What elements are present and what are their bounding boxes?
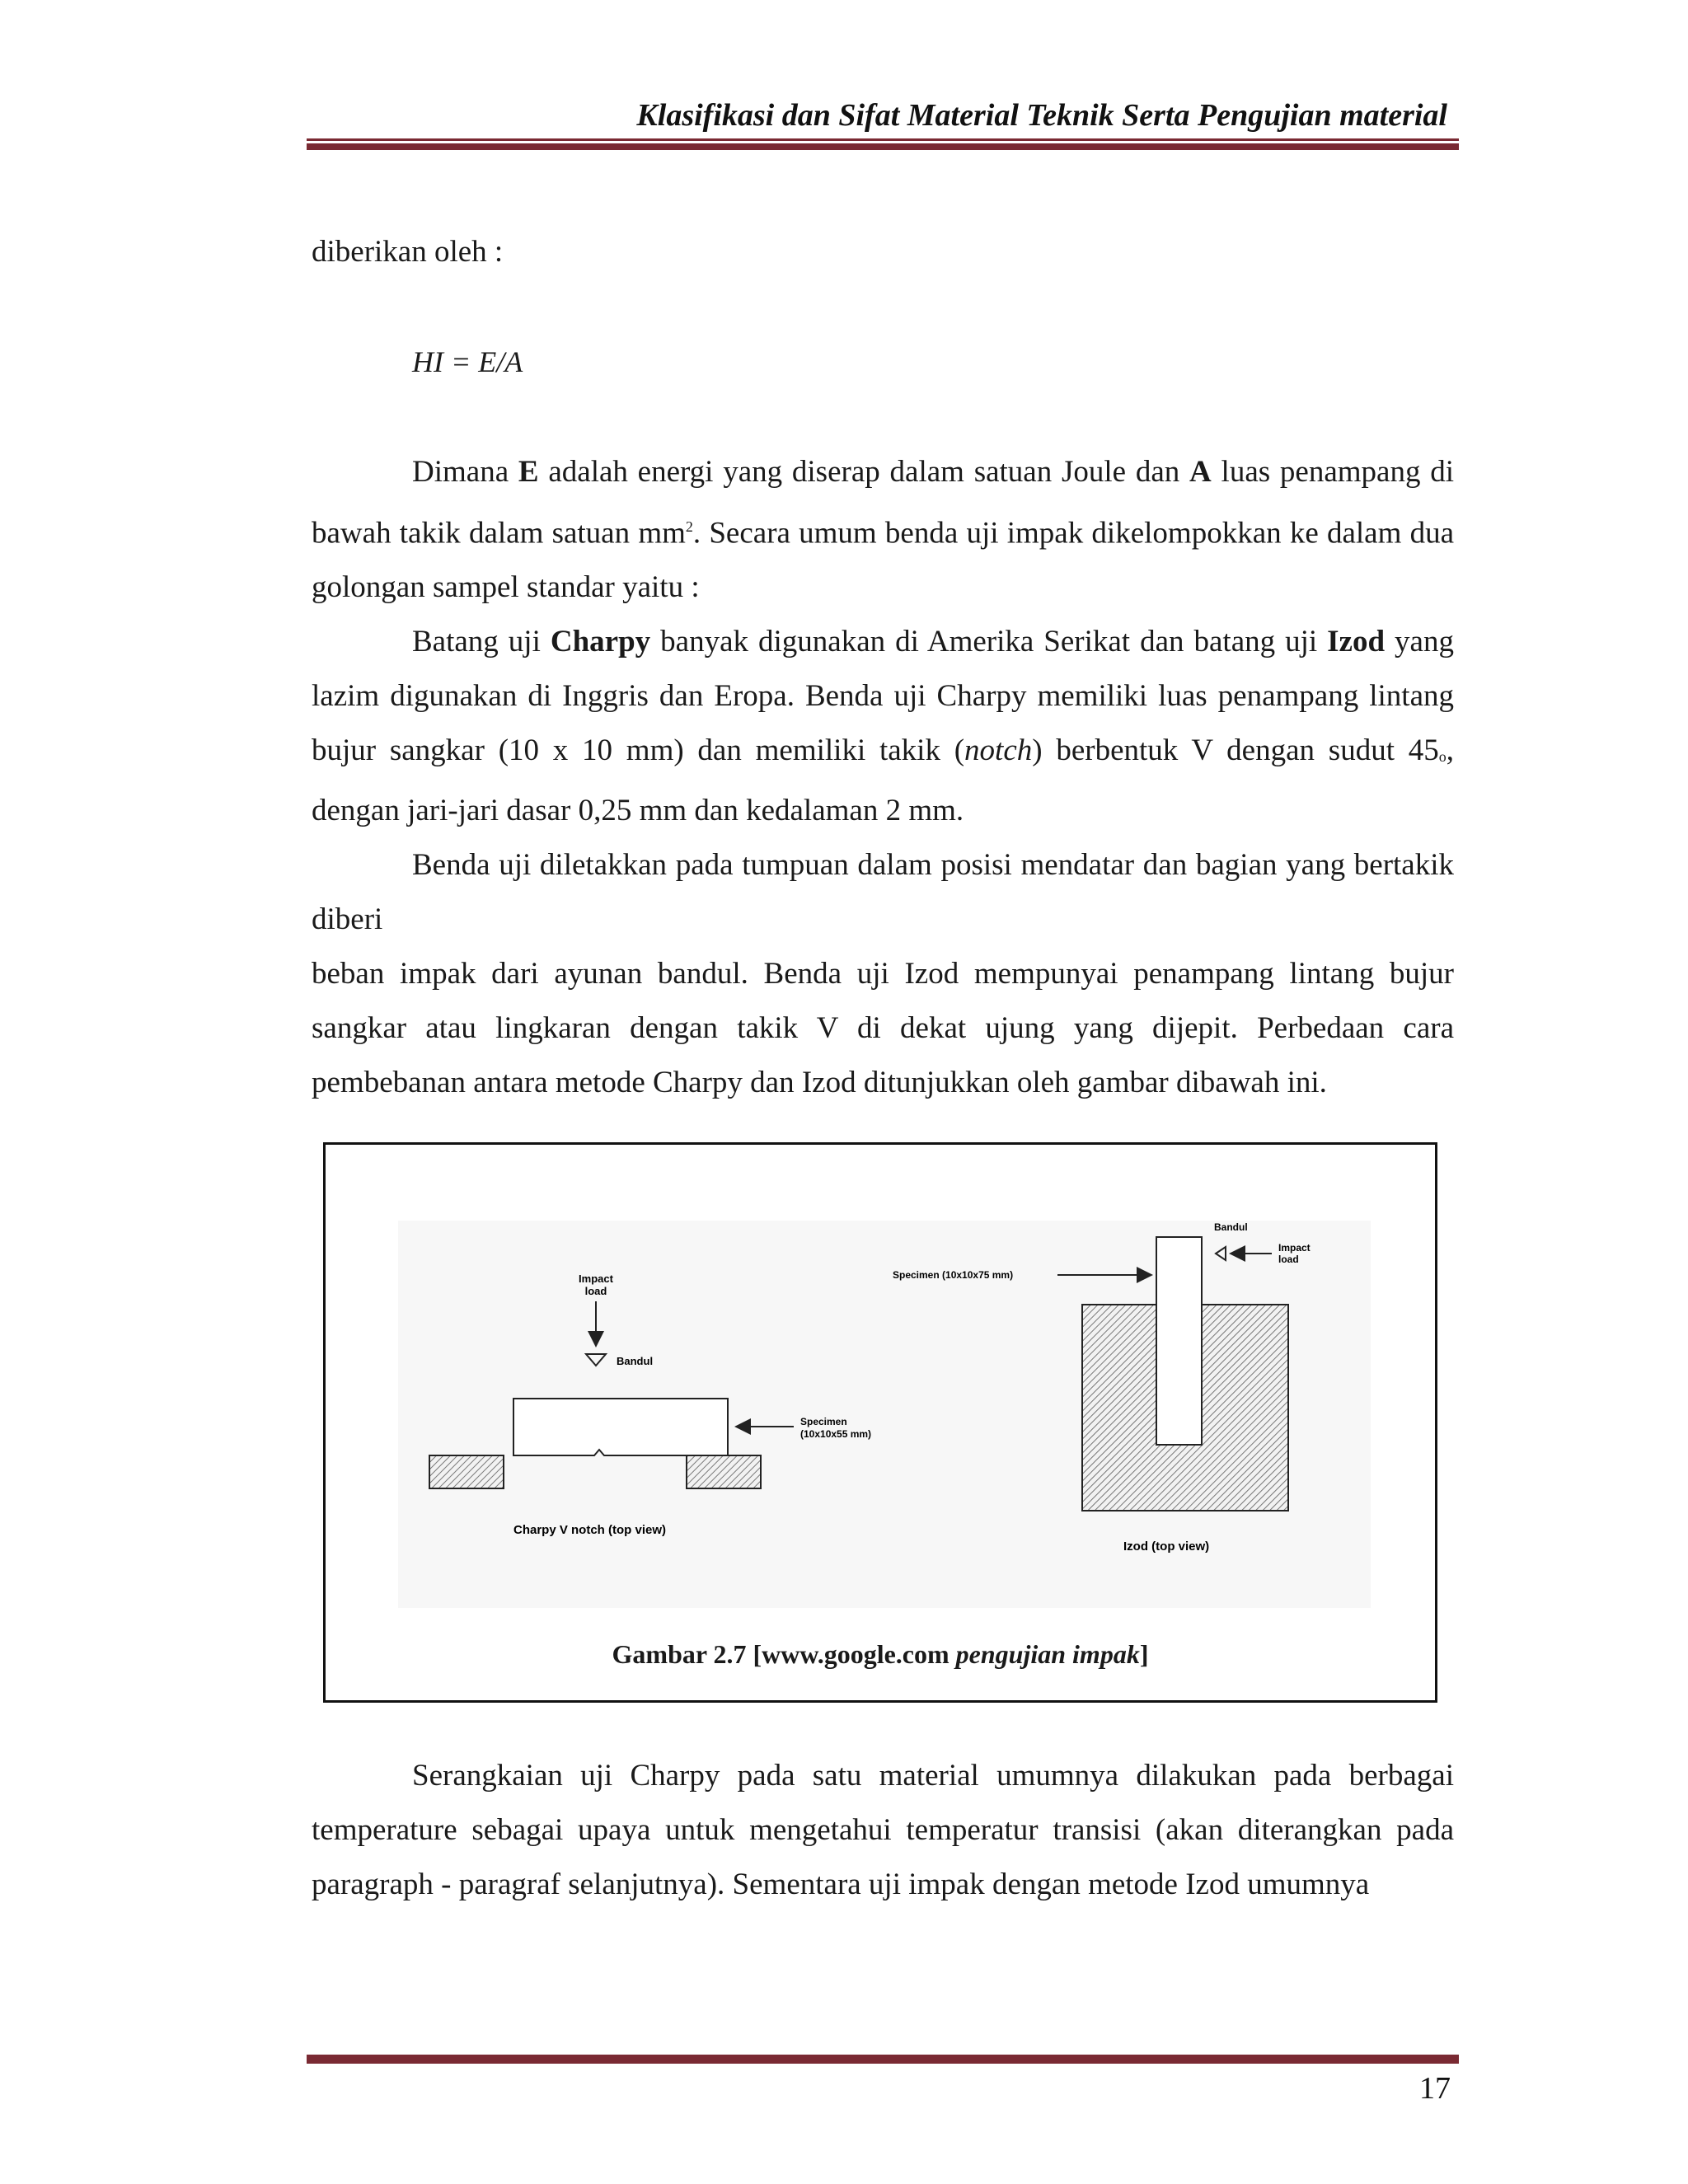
charpy-specimen-label-1: Specimen (800, 1416, 847, 1427)
figure-diagram-area (398, 1221, 1371, 1608)
formula: HI = E/A (412, 345, 523, 378)
page-number: 17 (1419, 2071, 1451, 2106)
izod-specimen-label: Specimen (10x10x75 mm) (893, 1269, 1014, 1281)
charpy-impact-label-2: load (584, 1285, 607, 1297)
charpy-diagram (429, 1272, 871, 1537)
charpy-specimen-label-2: (10x10x55 mm) (800, 1428, 872, 1440)
charpy-specimen (513, 1399, 728, 1455)
footer-rule (307, 2052, 1459, 2064)
izod-specimen (1156, 1237, 1202, 1445)
paragraph-4: Serangkaian uji Charpy pada satu material umumnya dilakukan pada berbagai temperature sebagai upaya untuk mengetahui temperatur transisi (akan diterangkan pada paragraph - paragraf selanjutnya). Sementara uji impak dengan metode Izod umumnya (312, 1759, 1454, 1901)
charpy-impact-label-1: Impact (579, 1272, 613, 1285)
header-title: Klasifikasi dan Sifat Material Teknik Serta Pengujian material (636, 98, 1447, 133)
paragraph-2: Batang uji Charpy banyak digunakan di Amerika Serikat dan batang uji Izod yang lazim digunakan di Inggris dan Eropa. Benda uji Charpy memiliki luas penampang lintang bujur sangkar (10 x 10 mm) dan memiliki takik (notch) berbentuk V dengan sudut $45_o$, dengan jari-jari dasar 0,25 mm dan kedalaman 2 mm. (312, 625, 1454, 828)
charpy-support-left (429, 1455, 504, 1488)
body-text-upper (312, 445, 1454, 1110)
paragraph-1: Dimana E adalah energi yang diserap dalam satuan Joule dan A luas penampang di bawah takik dalam satuan $mm^2$. Secara umum benda uji impak dikelompokkan ke dalam dua golongan sampel standar yaitu : (312, 455, 1455, 605)
charpy-support-right (687, 1455, 761, 1488)
figure-box (323, 1142, 1437, 1703)
izod-impact-label-2: load (1278, 1254, 1299, 1265)
izod-caption: Izod (top view) (1123, 1540, 1210, 1554)
charpy-bandul-icon (586, 1354, 606, 1366)
izod-bandul-icon (1216, 1247, 1226, 1260)
figure-caption: Gambar 2.7 [www.google.com pengujian impak] (612, 1639, 1149, 1669)
lead-text: diberikan oleh : (312, 235, 504, 269)
header-rule (307, 138, 1459, 150)
paragraph-3a: Benda uji diletakkan pada tumpuan dalam posisi mendatar dan bagian yang bertakik diberi (312, 848, 1454, 937)
izod-bandul-label: Bandul (1214, 1221, 1248, 1233)
paragraph-3b: beban impak dari ayunan bandul. Benda uji Izod mempunyai penampang lintang bujur sangkar atau lingkaran dengan takik V di dekat ujung yang dijepit. Perbedaan cara pembebanan antara metode Charpy dan Izod ditunjukkan oleh gambar dibawah ini. (312, 957, 1454, 1100)
body-text-lower (312, 1749, 1454, 1912)
izod-diagram (893, 1221, 1311, 1554)
charpy-caption: Charpy V notch (top view) (513, 1523, 667, 1537)
impact-test-diagram (398, 1221, 1371, 1608)
charpy-bandul-label: Bandul (617, 1355, 654, 1367)
izod-impact-label-1: Impact (1278, 1242, 1311, 1254)
